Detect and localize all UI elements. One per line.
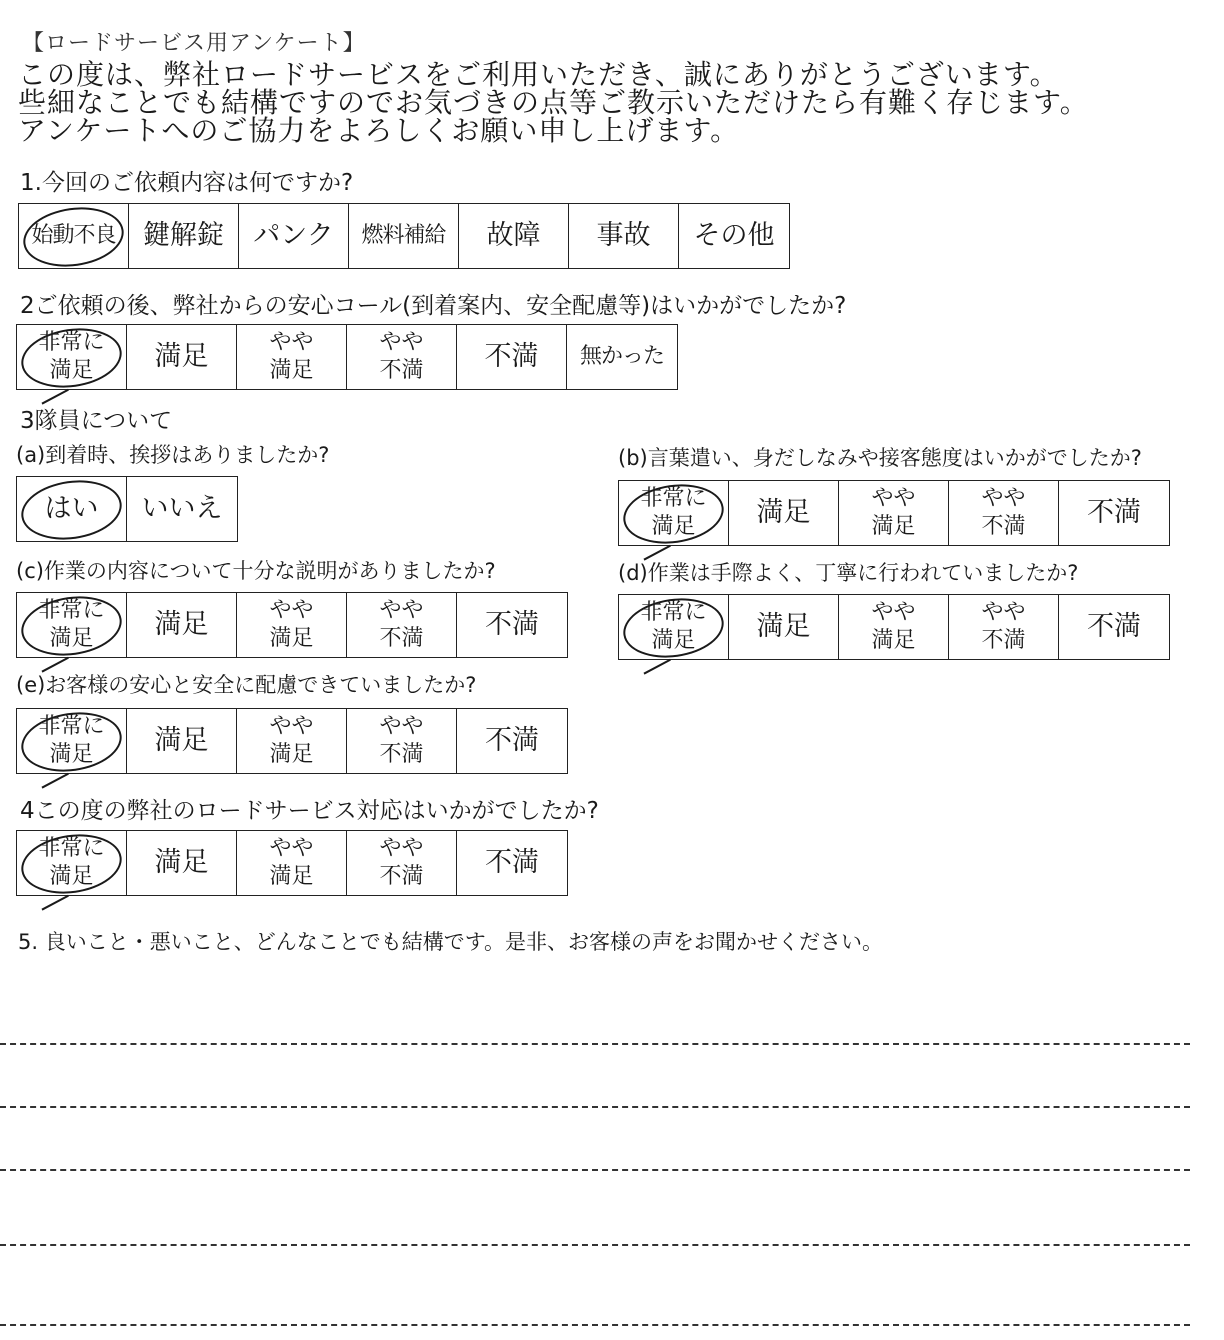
q2-option-label: やや 不満 <box>379 330 424 383</box>
q3b-option-2[interactable] <box>839 481 949 545</box>
q3d-option-0[interactable] <box>619 595 729 659</box>
question-5: 5. 良いこと・悪いこと、どんなことでも結構です。是非、お客様の声をお聞かせください。 <box>18 930 884 954</box>
question-4: 4この度の弊社のロードサービス対応はいかがでしたか? <box>20 798 599 824</box>
q3e-option-label: やや 満足 <box>269 714 314 767</box>
q3d-option-1[interactable] <box>729 595 839 659</box>
q3d-option-2[interactable] <box>839 595 949 659</box>
q2-option-5[interactable] <box>567 325 677 389</box>
q2-option-3[interactable] <box>347 325 457 389</box>
q3d-option-label: 非常に 満足 <box>640 600 707 653</box>
q3e-option-3[interactable] <box>347 709 457 773</box>
q3b-option-label: 不満 <box>1087 497 1141 528</box>
q3b-option-label: 満足 <box>756 497 811 528</box>
q3b-option-label: 非常に 満足 <box>640 486 707 539</box>
q3e-option-1[interactable] <box>127 709 237 773</box>
question-3a-options <box>16 476 238 542</box>
q3a-option-label: はい <box>44 493 99 524</box>
question-3c-options <box>16 592 568 658</box>
question-3b: (b)言葉遣い、身だしなみや接客態度はいかがでしたか? <box>618 446 1142 470</box>
question-4-options <box>16 830 568 896</box>
q1-option-label: 事故 <box>596 220 651 251</box>
q3c-option-label: 不満 <box>485 609 539 640</box>
q4-option-label: 非常に 満足 <box>38 836 105 889</box>
q3d-option-3[interactable] <box>949 595 1059 659</box>
question-2-options <box>16 324 678 390</box>
q3a-option-label: いいえ <box>141 493 223 524</box>
q1-option-label: その他 <box>693 220 775 251</box>
q1-option-3[interactable] <box>349 204 459 268</box>
q3c-option-0[interactable] <box>17 593 127 657</box>
q3d-option-label: やや 不満 <box>981 600 1026 653</box>
answer-line[interactable] <box>0 1169 1190 1171</box>
q3d-option-label: 満足 <box>756 611 811 642</box>
q3b-option-label: やや 不満 <box>981 486 1026 539</box>
question-3a: (a)到着時、挨拶はありましたか? <box>16 443 330 467</box>
q3c-option-label: 非常に 満足 <box>38 598 105 651</box>
q2-option-label: 無かった <box>579 344 664 369</box>
q3b-option-label: やや 満足 <box>871 486 916 539</box>
q3d-option-label: 不満 <box>1087 611 1141 642</box>
q3d-option-label: やや 満足 <box>871 600 916 653</box>
q3d-option-4[interactable] <box>1059 595 1169 659</box>
q4-option-2[interactable] <box>237 831 347 895</box>
q3e-option-label: 非常に 満足 <box>38 714 105 767</box>
q3e-option-2[interactable] <box>237 709 347 773</box>
q1-option-1[interactable] <box>129 204 239 268</box>
q2-option-4[interactable] <box>457 325 567 389</box>
q3c-option-label: やや 不満 <box>379 598 424 651</box>
q2-option-label: 不満 <box>484 341 539 372</box>
answer-line[interactable] <box>0 1106 1190 1108</box>
q3c-option-4[interactable] <box>457 593 567 657</box>
question-3e-options <box>16 708 568 774</box>
q1-option-label: 鍵解錠 <box>143 220 224 251</box>
q4-option-1[interactable] <box>127 831 237 895</box>
q3e-option-label: 不満 <box>485 725 539 756</box>
q3b-option-4[interactable] <box>1059 481 1169 545</box>
question-3d-options <box>618 594 1170 660</box>
answer-line[interactable] <box>0 1244 1190 1246</box>
q1-option-2[interactable] <box>239 204 349 268</box>
q3b-option-3[interactable] <box>949 481 1059 545</box>
q3c-option-3[interactable] <box>347 593 457 657</box>
question-3d: (d)作業は手際よく、丁寧に行われていましたか? <box>618 561 1079 585</box>
question-1: 1.今回のご依頼内容は何ですか? <box>20 170 354 196</box>
q3a-option-1[interactable] <box>127 477 237 541</box>
q4-option-label: やや 不満 <box>379 836 424 889</box>
q1-option-label: パンク <box>253 220 334 251</box>
q2-option-1[interactable] <box>127 325 237 389</box>
q1-option-6[interactable] <box>679 204 789 268</box>
q4-option-0[interactable] <box>17 831 127 895</box>
q4-option-label: 満足 <box>154 847 209 878</box>
q3c-option-2[interactable] <box>237 593 347 657</box>
q3e-option-0[interactable] <box>17 709 127 773</box>
q3a-option-0[interactable] <box>17 477 127 541</box>
q3b-option-0[interactable] <box>619 481 729 545</box>
q4-option-label: 不満 <box>485 847 539 878</box>
question-2: 2ご依頼の後、弊社からの安心コール(到着案内、安全配慮等)はいかがでしたか? <box>20 293 847 319</box>
q3e-option-label: やや 不満 <box>379 714 424 767</box>
question-3-heading: 3隊員について <box>20 408 173 434</box>
intro-line-3: アンケートへのご協力をよろしくお願い申し上げます。 <box>18 114 740 147</box>
q1-option-label: 燃料補給 <box>361 223 446 248</box>
q1-option-label: 始動不良 <box>31 223 116 248</box>
q2-option-0[interactable] <box>17 325 127 389</box>
q1-option-5[interactable] <box>569 204 679 268</box>
q3c-option-label: やや 満足 <box>269 598 314 651</box>
question-3c: (c)作業の内容について十分な説明がありましたか? <box>16 559 496 583</box>
q1-option-4[interactable] <box>459 204 569 268</box>
question-1-options <box>18 203 790 269</box>
answer-line[interactable] <box>0 1324 1190 1326</box>
q2-option-2[interactable] <box>237 325 347 389</box>
q3e-option-label: 満足 <box>154 725 209 756</box>
intro-line-1: この度は、弊社ロードサービスをご利用いただき、誠にありがとうございます。 <box>18 58 1059 91</box>
intro-line-2: 些細なことでも結構ですのでお気づきの点等ご教示いただけたら有難く存じます。 <box>18 86 1089 119</box>
q2-option-label: 非常に 満足 <box>38 330 105 383</box>
question-3b-options <box>618 480 1170 546</box>
q1-option-label: 故障 <box>486 220 541 251</box>
question-3e: (e)お客様の安心と安全に配慮できていましたか? <box>16 673 477 697</box>
q4-option-3[interactable] <box>347 831 457 895</box>
survey-title: 【ロードサービス用アンケート】 <box>22 31 366 52</box>
q3c-option-1[interactable] <box>127 593 237 657</box>
q3b-option-1[interactable] <box>729 481 839 545</box>
q2-option-label: 満足 <box>154 341 209 372</box>
q3e-option-4[interactable] <box>457 709 567 773</box>
answer-line[interactable] <box>0 1043 1190 1045</box>
q3c-option-label: 満足 <box>154 609 209 640</box>
q4-option-label: やや 満足 <box>269 836 314 889</box>
q1-option-0[interactable] <box>19 204 129 268</box>
q4-option-4[interactable] <box>457 831 567 895</box>
q2-option-label: やや 満足 <box>269 330 314 383</box>
